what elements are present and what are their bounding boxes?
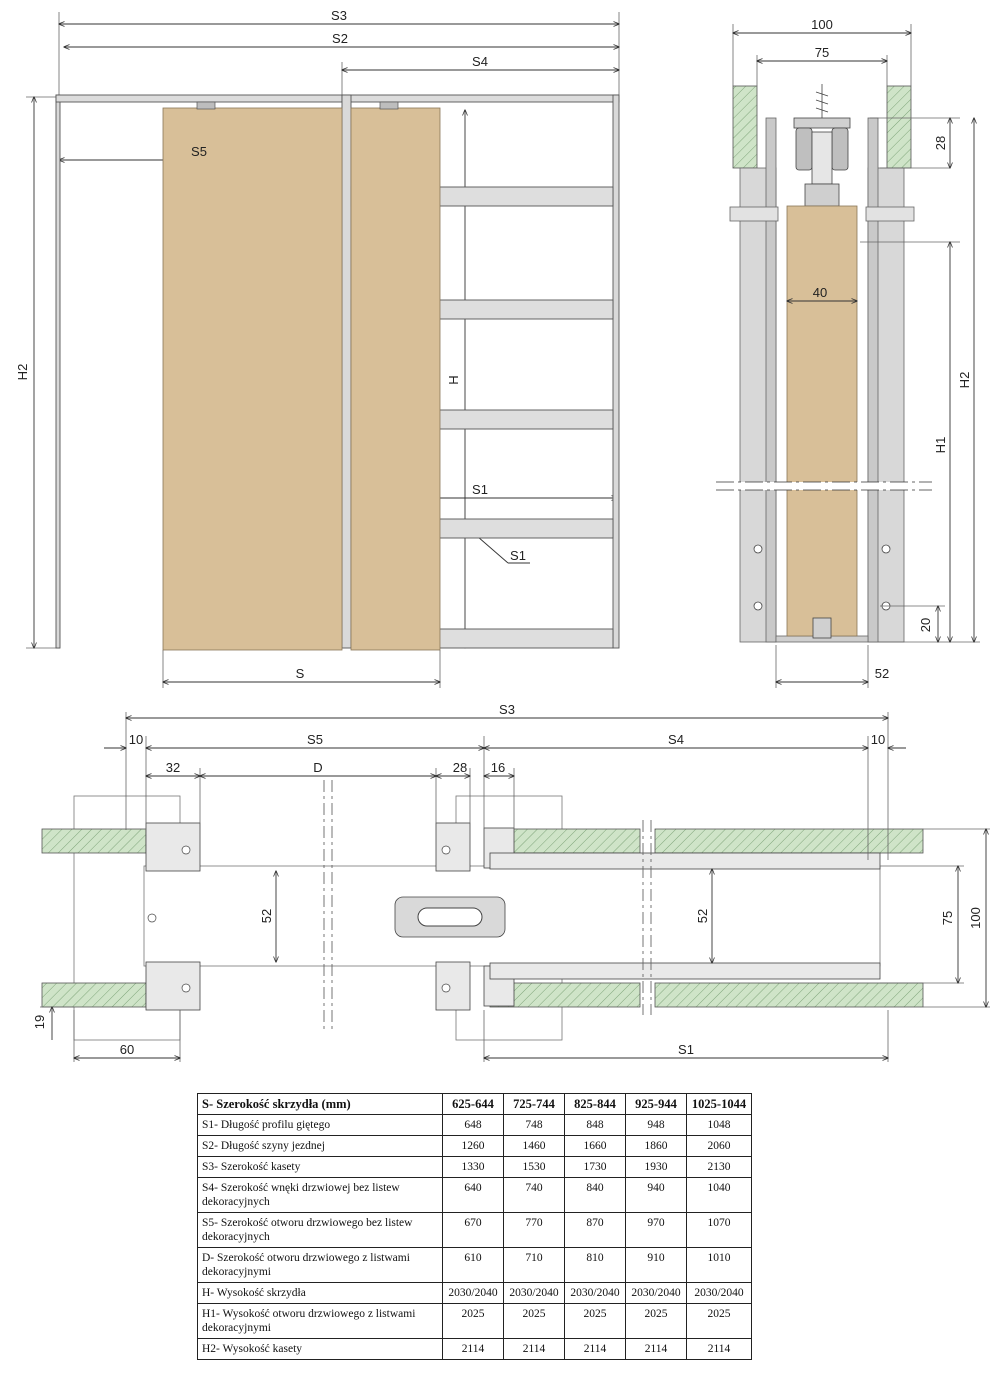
row-value: 710 bbox=[504, 1248, 565, 1283]
plan-label-52a: 52 bbox=[259, 908, 274, 924]
front-label-s1b: S1 bbox=[510, 548, 526, 563]
row-value: 870 bbox=[565, 1213, 626, 1248]
plan-label-16: 16 bbox=[490, 760, 506, 775]
row-value: 2025 bbox=[504, 1304, 565, 1339]
row-value: 610 bbox=[443, 1248, 504, 1283]
row-value: 1260 bbox=[443, 1136, 504, 1157]
table-header-col: 1025-1044 bbox=[687, 1094, 752, 1115]
side-label-52: 52 bbox=[874, 666, 890, 681]
front-label-s5: S5 bbox=[191, 144, 207, 159]
row-value: 2025 bbox=[443, 1304, 504, 1339]
table-row bbox=[198, 1178, 752, 1213]
table-row bbox=[198, 1248, 752, 1283]
row-value: 2025 bbox=[626, 1304, 687, 1339]
plan-label-60: 60 bbox=[119, 1042, 135, 1057]
dimensions-table bbox=[197, 1093, 752, 1360]
row-value: 2030/2040 bbox=[504, 1283, 565, 1304]
row-label: H2- Wysokość kasety bbox=[198, 1339, 443, 1360]
plan-label-s1: S1 bbox=[678, 1042, 694, 1057]
plan-label-32: 32 bbox=[165, 760, 181, 775]
row-value: 1070 bbox=[687, 1213, 752, 1248]
side-label-75: 75 bbox=[814, 45, 830, 60]
wall-left bbox=[733, 86, 757, 168]
row-label: H1- Wysokość otworu drzwiowego z listwami dekoracyjnymi bbox=[198, 1304, 443, 1339]
row-label: S1- Długość profilu giętego bbox=[198, 1115, 443, 1136]
plan-label-d: D bbox=[313, 760, 323, 775]
table-row bbox=[198, 1304, 752, 1339]
door-edge bbox=[787, 206, 857, 636]
row-value: 848 bbox=[565, 1115, 626, 1136]
row-value: 2025 bbox=[687, 1304, 752, 1339]
side-label-20: 20 bbox=[918, 617, 933, 633]
row-value: 840 bbox=[565, 1178, 626, 1213]
row-value: 2030/2040 bbox=[687, 1283, 752, 1304]
plan-label-10a: 10 bbox=[128, 732, 144, 747]
row-value: 640 bbox=[443, 1178, 504, 1213]
front-label-h: H bbox=[446, 375, 461, 385]
row-value: 748 bbox=[504, 1115, 565, 1136]
side-label-100: 100 bbox=[811, 17, 833, 32]
row-label: S5- Szerokość otworu drzwiowego bez listew dekoracyjnych bbox=[198, 1213, 443, 1248]
table-header-label: S- Szerokość skrzydła (mm) bbox=[198, 1094, 443, 1115]
table-header-col: 725-744 bbox=[504, 1094, 565, 1115]
plan-label-s3: S3 bbox=[499, 702, 515, 717]
door-leaf bbox=[163, 108, 342, 650]
row-value: 948 bbox=[626, 1115, 687, 1136]
row-label: D- Szerokość otworu drzwiowego z listwami dekoracyjnymi bbox=[198, 1248, 443, 1283]
table-row bbox=[198, 1339, 752, 1360]
table-row bbox=[198, 1136, 752, 1157]
row-value: 1730 bbox=[565, 1157, 626, 1178]
front-label-s1a: S1 bbox=[472, 482, 488, 497]
front-view bbox=[15, 8, 619, 688]
row-value: 2114 bbox=[687, 1339, 752, 1360]
plan-label-75: 75 bbox=[940, 910, 955, 926]
row-value: 2060 bbox=[687, 1136, 752, 1157]
row-value: 1040 bbox=[687, 1178, 752, 1213]
side-label-h1: H1 bbox=[933, 436, 948, 454]
row-value: 2030/2040 bbox=[443, 1283, 504, 1304]
plan-label-28: 28 bbox=[452, 760, 468, 775]
plan-label-100: 100 bbox=[968, 907, 983, 929]
row-label: H- Wysokość skrzydła bbox=[198, 1283, 443, 1304]
side-view bbox=[716, 17, 980, 688]
row-value: 2025 bbox=[565, 1304, 626, 1339]
side-label-28: 28 bbox=[933, 135, 948, 151]
row-value: 670 bbox=[443, 1213, 504, 1248]
side-label-40: 40 bbox=[812, 285, 828, 300]
plan-wall-right-top-2 bbox=[655, 829, 923, 853]
row-label: S3- Szerokość kasety bbox=[198, 1157, 443, 1178]
row-value: 2030/2040 bbox=[565, 1283, 626, 1304]
row-value: 648 bbox=[443, 1115, 504, 1136]
row-value: 770 bbox=[504, 1213, 565, 1248]
front-label-s: S bbox=[295, 666, 305, 681]
plan-label-19: 19 bbox=[32, 1014, 47, 1030]
row-value: 910 bbox=[626, 1248, 687, 1283]
plan-view bbox=[32, 702, 990, 1062]
table-header-col: 925-944 bbox=[626, 1094, 687, 1115]
row-value: 2114 bbox=[443, 1339, 504, 1360]
row-value: 1530 bbox=[504, 1157, 565, 1178]
row-label: S2- Długość szyny jezdnej bbox=[198, 1136, 443, 1157]
row-value: 740 bbox=[504, 1178, 565, 1213]
front-label-s3: S3 bbox=[331, 8, 347, 23]
row-value: 940 bbox=[626, 1178, 687, 1213]
front-label-s2: S2 bbox=[332, 31, 348, 46]
row-value: 1660 bbox=[565, 1136, 626, 1157]
row-value: 810 bbox=[565, 1248, 626, 1283]
plan-wall-left-top bbox=[42, 829, 146, 853]
side-label-h2: H2 bbox=[957, 371, 972, 389]
table-header-col: 625-644 bbox=[443, 1094, 504, 1115]
row-value: 2114 bbox=[565, 1339, 626, 1360]
table-header-row bbox=[198, 1094, 752, 1115]
plan-label-s4: S4 bbox=[668, 732, 684, 747]
wall-right bbox=[887, 86, 911, 168]
row-value: 1330 bbox=[443, 1157, 504, 1178]
row-value: 2130 bbox=[687, 1157, 752, 1178]
row-value: 1860 bbox=[626, 1136, 687, 1157]
front-label-s4: S4 bbox=[472, 54, 488, 69]
plan-label-52b: 52 bbox=[695, 908, 710, 924]
row-value: 1930 bbox=[626, 1157, 687, 1178]
row-value: 1010 bbox=[687, 1248, 752, 1283]
table-row bbox=[198, 1213, 752, 1248]
row-value: 1048 bbox=[687, 1115, 752, 1136]
row-value: 2114 bbox=[504, 1339, 565, 1360]
row-label: S4- Szerokość wnęki drzwiowej bez listew dekoracyjnych bbox=[198, 1178, 443, 1213]
front-label-h2: H2 bbox=[15, 363, 30, 381]
row-value: 2030/2040 bbox=[626, 1283, 687, 1304]
row-value: 970 bbox=[626, 1213, 687, 1248]
row-value: 2114 bbox=[626, 1339, 687, 1360]
plan-label-s5: S5 bbox=[307, 732, 323, 747]
plan-label-10b: 10 bbox=[870, 732, 886, 747]
table-row bbox=[198, 1115, 752, 1136]
plan-wall-left-bottom bbox=[42, 983, 146, 1007]
door-leaf-hidden bbox=[351, 108, 440, 650]
plan-wall-right-bottom-2 bbox=[655, 983, 923, 1007]
table-row bbox=[198, 1283, 752, 1304]
row-value: 1460 bbox=[504, 1136, 565, 1157]
table-row bbox=[198, 1157, 752, 1178]
table-header-col: 825-844 bbox=[565, 1094, 626, 1115]
